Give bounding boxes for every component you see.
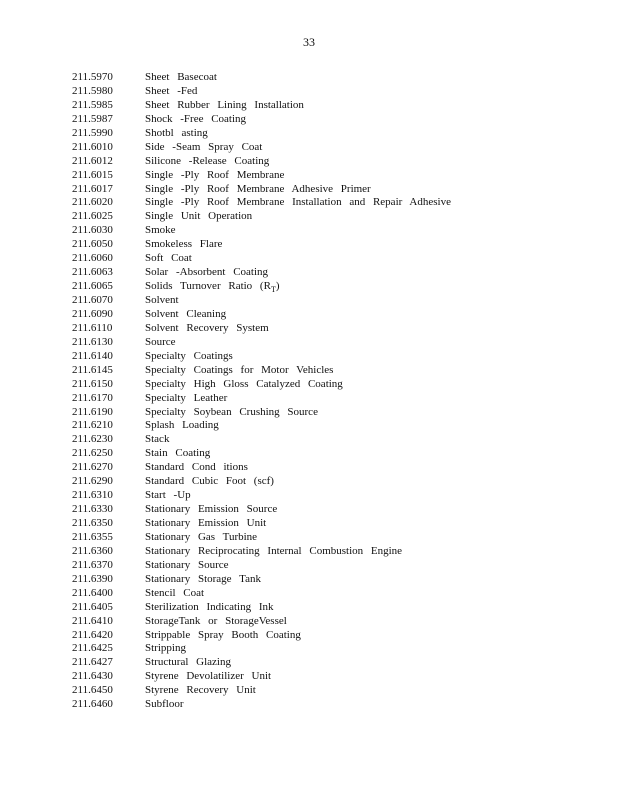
defined-term-text: Sterilization Indicating Ink	[145, 600, 274, 613]
section-number: 211.6130	[72, 335, 113, 348]
section-number: 211.6060	[72, 252, 113, 265]
defined-term-text: Solvent Recovery System	[145, 321, 269, 334]
section-number: 211.6355	[72, 530, 113, 543]
defined-term-text: Subfloor	[145, 698, 184, 711]
defined-term	[145, 336, 176, 350]
section-number: 211.6020	[72, 196, 113, 209]
list-item	[0, 419, 618, 433]
section-number: 211.6230	[72, 433, 113, 446]
defined-term	[145, 573, 261, 587]
defined-term-text: Standard Cond itions	[145, 461, 248, 474]
defined-term-text: Solvent Cleaning	[145, 307, 227, 320]
section-number: 211.6270	[72, 461, 113, 474]
defined-term	[145, 670, 271, 684]
list-item	[0, 308, 618, 322]
defined-term	[145, 684, 256, 698]
section-number: 211.6400	[72, 586, 113, 599]
defined-term-text: Standard Cubic Foot (scf)	[145, 475, 274, 488]
defined-term-text: Styrene Recovery Unit	[145, 684, 256, 697]
list-item	[0, 406, 618, 420]
list-item	[0, 238, 618, 252]
defined-term	[145, 308, 226, 322]
defined-term	[145, 113, 246, 127]
defined-term-text: Stationary Emission Unit	[145, 517, 267, 529]
section-number: 211.6017	[72, 182, 113, 195]
list-item	[0, 210, 618, 224]
list-item	[0, 183, 618, 197]
defined-term	[145, 322, 269, 336]
section-number: 211.5987	[72, 112, 113, 125]
defined-term	[145, 196, 451, 210]
section-number: 211.5970	[72, 71, 113, 83]
list-item	[0, 127, 618, 141]
list-item	[0, 266, 618, 280]
defined-term-text: Solar -Absorbent Coating	[145, 266, 269, 279]
defined-term	[145, 210, 252, 224]
defined-term-text: Single -Ply Roof Membrane Adhesive Primer	[145, 182, 371, 195]
defined-term-text: Specialty Soybean Crushing Source	[145, 405, 318, 418]
defined-term	[145, 183, 371, 197]
defined-term-text: StorageTank or StorageVessel	[145, 614, 287, 627]
defined-term	[145, 461, 248, 475]
section-number: 211.6065	[72, 280, 113, 293]
list-item	[0, 447, 618, 461]
section-number: 211.5990	[72, 126, 113, 139]
defined-term-text: Specialty High Gloss Catalyzed Coating	[145, 377, 343, 390]
section-number: 211.6460	[72, 698, 113, 711]
section-number: 211.6050	[72, 238, 113, 251]
section-number: 211.6015	[72, 168, 113, 181]
defined-term	[145, 447, 210, 461]
defined-term-text: Silicone -Release Coating	[145, 154, 270, 167]
defined-term	[145, 503, 277, 517]
defined-term	[145, 587, 204, 601]
defined-term	[145, 656, 231, 670]
list-item	[0, 71, 618, 85]
defined-term-text: Stationary Storage Tank	[145, 572, 261, 585]
defined-term	[145, 489, 191, 503]
list-item	[0, 587, 618, 601]
section-number: 211.6310	[72, 489, 113, 502]
section-number: 211.6420	[72, 628, 113, 641]
defined-term-text: Smoke	[145, 224, 176, 237]
list-item	[0, 155, 618, 169]
defined-term-text: Smokeless Flare	[145, 238, 223, 251]
section-number: 211.6290	[72, 475, 113, 488]
section-number: 211.6025	[72, 210, 113, 223]
defined-term	[145, 642, 186, 656]
list-item	[0, 378, 618, 392]
list-item	[0, 224, 618, 238]
defined-term	[145, 517, 266, 531]
defined-term-text: Soft Coat	[145, 252, 192, 265]
section-number: 211.6405	[72, 600, 113, 613]
list-item	[0, 573, 618, 587]
list-item	[0, 196, 618, 210]
defined-term-text: Side -Seam Spray Coat	[145, 140, 263, 153]
section-number: 211.6063	[72, 266, 113, 279]
defined-term	[145, 71, 217, 85]
section-number: 211.6210	[72, 419, 113, 432]
section-number: 211.5985	[72, 98, 113, 111]
list-item	[0, 322, 618, 336]
defined-term	[145, 364, 333, 378]
section-number: 211.6360	[72, 544, 113, 557]
defined-term-text: Sheet Rubber Lining Installation	[145, 98, 304, 111]
defined-term	[145, 99, 304, 113]
defined-term-text: Start -Up	[145, 489, 191, 502]
definitions-index-list	[0, 71, 618, 712]
list-item	[0, 684, 618, 698]
defined-term	[145, 433, 169, 447]
list-item	[0, 517, 618, 531]
defined-term	[145, 378, 343, 392]
defined-term-text: Single -Ply Roof Membrane Installation and Repair Adhesive	[145, 196, 451, 209]
section-number: 211.6090	[72, 307, 113, 320]
term-subscript: T	[270, 285, 276, 295]
list-item	[0, 392, 618, 406]
defined-term	[145, 531, 257, 545]
list-item	[0, 252, 618, 266]
section-number: 211.6390	[72, 572, 113, 585]
section-number: 211.6012	[72, 154, 113, 167]
list-item	[0, 433, 618, 447]
section-number: 211.6145	[72, 363, 113, 376]
list-item	[0, 629, 618, 643]
list-item	[0, 656, 618, 670]
defined-term	[145, 406, 318, 420]
defined-term-text: Sheet Basecoat	[145, 71, 217, 83]
defined-term	[145, 615, 287, 629]
defined-term-text: Stationary Gas Turbine	[145, 530, 258, 543]
term-suffix: )	[275, 280, 280, 293]
defined-term-text: Splash Loading	[145, 419, 219, 432]
defined-term	[145, 392, 227, 406]
defined-term	[145, 601, 274, 615]
defined-term-text: Specialty Coatings for Motor Vehicles	[145, 363, 334, 376]
defined-term	[145, 629, 301, 643]
list-item	[0, 615, 618, 629]
defined-term-text: Strippable Spray Booth Coating	[145, 628, 301, 641]
defined-term-text: Single Unit Operation	[145, 210, 253, 223]
defined-term	[145, 266, 268, 280]
section-number: 211.6140	[72, 349, 113, 362]
section-number: 211.6330	[72, 503, 113, 516]
defined-term	[145, 252, 192, 266]
defined-term	[145, 238, 222, 252]
defined-term-text: Specialty Leather	[145, 391, 228, 404]
defined-term-text: Shotbl asting	[145, 126, 208, 139]
defined-term-text: Solvent	[145, 294, 179, 306]
list-item	[0, 601, 618, 615]
list-item	[0, 169, 618, 183]
list-item	[0, 141, 618, 155]
list-item	[0, 489, 618, 503]
list-item	[0, 531, 618, 545]
defined-term-text: Stationary Source	[145, 558, 229, 571]
section-number: 211.6370	[72, 558, 113, 571]
list-item	[0, 280, 618, 294]
defined-term-text: Stationary Reciprocating Internal Combustion Engine	[145, 544, 403, 557]
list-item	[0, 642, 618, 656]
list-item	[0, 475, 618, 489]
list-item	[0, 294, 618, 308]
section-number: 211.6350	[72, 517, 113, 529]
section-number: 211.6410	[72, 614, 113, 627]
defined-term	[145, 85, 197, 99]
defined-term-text: Stencil Coat	[145, 586, 205, 599]
defined-term	[145, 169, 284, 183]
list-item	[0, 698, 618, 712]
section-number: 211.6425	[72, 642, 113, 655]
section-number: 211.6430	[72, 670, 113, 683]
defined-term-text: Solids Turnover Ratio (R	[145, 280, 271, 293]
section-number: 211.6030	[72, 224, 113, 237]
section-number: 211.6010	[72, 140, 113, 153]
list-item	[0, 461, 618, 475]
defined-term	[145, 419, 219, 433]
defined-term	[145, 294, 179, 308]
section-number: 211.6170	[72, 391, 113, 404]
list-item	[0, 350, 618, 364]
defined-term	[145, 475, 274, 489]
list-item	[0, 364, 618, 378]
list-item	[0, 85, 618, 99]
section-number: 211.6450	[72, 684, 113, 697]
defined-term-text: Specialty Coatings	[145, 349, 233, 362]
section-number: 211.5980	[72, 84, 113, 97]
defined-term-text: Single -Ply Roof Membrane	[145, 168, 285, 181]
defined-term-text: Stain Coating	[145, 447, 211, 460]
defined-term-text: Stationary Emission Source	[145, 503, 278, 516]
section-number: 211.6190	[72, 405, 113, 418]
list-item	[0, 545, 618, 559]
defined-term-text: Shock -Free Coating	[145, 112, 247, 125]
defined-term-text: Styrene Devolatilizer Unit	[145, 670, 272, 683]
defined-term-text: Structural Glazing	[145, 656, 231, 669]
defined-term-text: Sheet -Fed	[145, 84, 198, 97]
defined-term	[145, 224, 176, 238]
defined-term	[145, 350, 233, 364]
section-number: 211.6150	[72, 377, 113, 390]
defined-term-text: Source	[145, 335, 176, 348]
page-number: 33	[303, 35, 315, 49]
section-number: 211.6110	[72, 321, 113, 334]
defined-term-text: Stack	[145, 433, 170, 446]
list-item	[0, 503, 618, 517]
defined-term	[145, 698, 184, 712]
list-item	[0, 559, 618, 573]
defined-term	[145, 545, 402, 559]
list-item	[0, 99, 618, 113]
defined-term	[145, 141, 262, 155]
section-number: 211.6070	[72, 294, 113, 306]
defined-term-text: Stripping	[145, 642, 186, 655]
list-item	[0, 336, 618, 350]
defined-term	[145, 559, 229, 573]
defined-term	[145, 155, 269, 169]
section-number: 211.6250	[72, 447, 113, 460]
list-item	[0, 113, 618, 127]
section-number: 211.6427	[72, 656, 113, 669]
defined-term	[145, 127, 208, 141]
list-item	[0, 670, 618, 684]
